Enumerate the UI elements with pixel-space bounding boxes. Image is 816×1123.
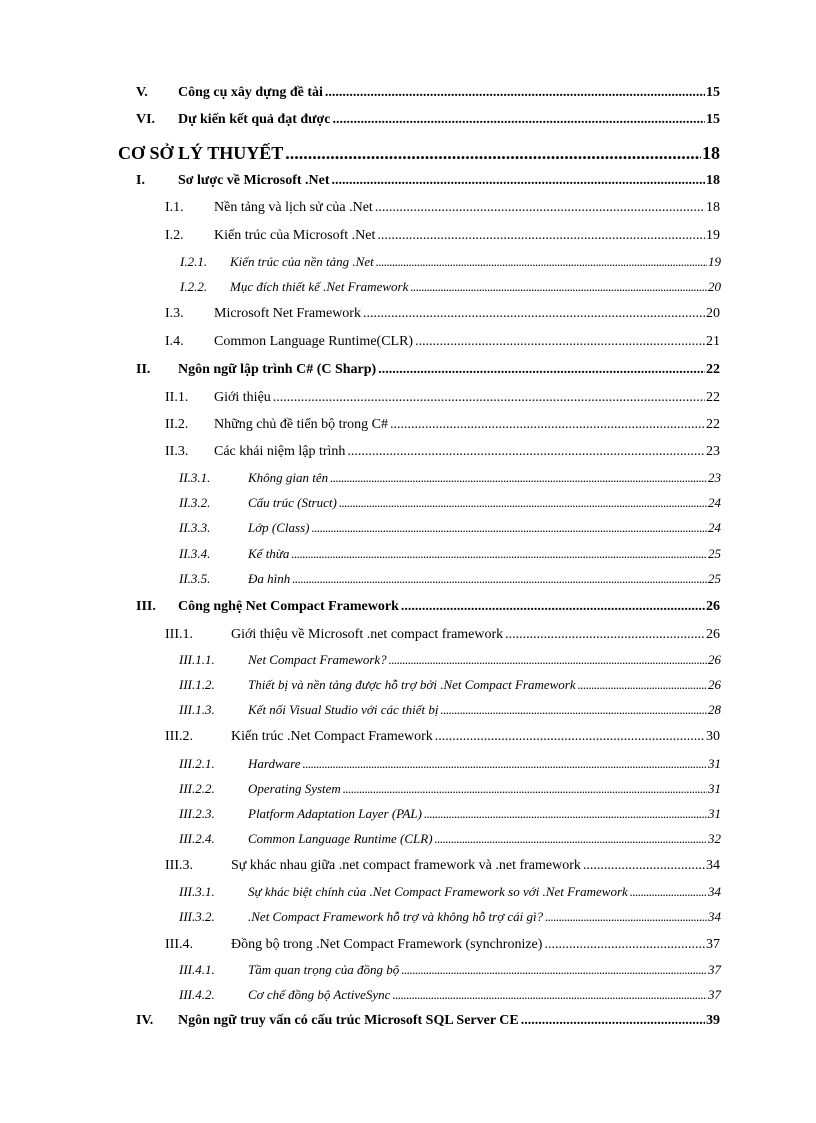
dot-leader	[291, 546, 707, 562]
dot-leader	[330, 470, 707, 486]
toc-entry-page-number: 34	[708, 909, 721, 924]
toc-entry-number: III.4.2.	[179, 987, 215, 1002]
toc-entry[interactable]	[165, 228, 720, 244]
toc-entry-title: Kiến trúc của Microsoft .Net	[214, 228, 376, 243]
toc-entry-page-number: 26	[706, 599, 720, 614]
toc-entry-number: I.3.	[165, 306, 184, 321]
toc-entry-page-number: 31	[708, 806, 721, 821]
dot-leader	[390, 417, 705, 433]
toc-entry[interactable]	[136, 362, 720, 378]
toc-entry[interactable]	[179, 495, 721, 511]
toc-entry-title: Kết nối Visual Studio với các thiết bị	[248, 702, 439, 717]
toc-entry-page-number: 28	[708, 702, 721, 717]
toc-entry-title: Giới thiệu về Microsoft .net compact framework	[231, 627, 504, 642]
toc-entry[interactable]	[179, 756, 721, 772]
toc-entry[interactable]	[165, 306, 720, 322]
toc-entry[interactable]	[179, 781, 721, 797]
toc-entry-page-number: 15	[706, 85, 720, 100]
toc-entry-number: III.2.	[165, 729, 193, 744]
toc-entry-title: Operating System	[248, 781, 341, 796]
toc-entry-number: III.3.	[165, 858, 193, 873]
toc-entry-page-number: 30	[706, 729, 720, 744]
toc-entry-number: II.3.2.	[179, 495, 211, 510]
toc-entry-title: Nền tảng và lịch sử của .Net	[214, 200, 373, 215]
toc-entry-page-number: 18	[706, 173, 720, 188]
toc-entry-number: II.1.	[165, 390, 189, 405]
dot-leader	[521, 1013, 705, 1029]
toc-entry[interactable]	[165, 444, 720, 460]
toc-entry[interactable]	[179, 702, 721, 718]
toc-entry-number: III.3.2.	[179, 909, 215, 924]
dot-leader	[339, 495, 707, 511]
dot-leader	[410, 279, 707, 295]
toc-entry-number: I.2.1.	[180, 254, 208, 269]
toc-entry-page-number: 23	[708, 470, 721, 485]
toc-entry-page-number: 19	[706, 228, 720, 243]
toc-entry-number: V.	[136, 85, 148, 100]
toc-entry-page-number: 18	[702, 143, 720, 163]
toc-entry-title: Thiết bị và nền tảng được hỗ trợ bởi .Net Compact Framework	[248, 677, 576, 692]
toc-entry-page-number: 15	[706, 112, 720, 127]
toc-entry-page-number: 37	[706, 937, 720, 952]
dot-leader	[347, 444, 705, 460]
dot-leader	[578, 677, 707, 693]
toc-entry-page-number: 20	[708, 279, 721, 294]
toc-entry-title: Công cụ xây dựng đề tài	[178, 85, 323, 100]
dot-leader	[311, 520, 707, 536]
toc-entry-number: III.2.4.	[179, 831, 215, 846]
toc-entry-number: I.1.	[165, 200, 184, 215]
toc-entry-title: Kế thừa	[248, 546, 290, 561]
toc-entry-number: III.2.1.	[179, 756, 215, 771]
toc-entry-page-number: 32	[708, 831, 721, 846]
toc-entry[interactable]	[165, 390, 720, 406]
dot-leader	[440, 702, 707, 718]
toc-entry[interactable]	[165, 200, 720, 216]
toc-entry-title: Mục đích thiết kế .Net Framework	[230, 279, 409, 294]
dot-leader	[630, 884, 707, 900]
toc-entry-title: Lớp (Class)	[248, 520, 310, 535]
toc-entry-number: I.2.2.	[180, 279, 208, 294]
toc-entry[interactable]	[179, 652, 721, 668]
toc-entry-number: I.	[136, 173, 145, 188]
toc-entry-number: II.3.1.	[179, 470, 211, 485]
toc-entry-title: Cơ chế đồng bộ ActiveSync	[248, 987, 391, 1002]
toc-entry-title: Sự khác nhau giữa .net compact framework và .net framework	[231, 858, 581, 873]
toc-entry-number: III.1.3.	[179, 702, 215, 717]
dot-leader	[292, 571, 707, 587]
dot-leader	[505, 627, 705, 643]
toc-entry-page-number: 31	[708, 781, 721, 796]
toc-entry-number: II.	[136, 362, 151, 377]
toc-entry-title: Ngôn ngữ lập trình C# (C Sharp)	[178, 362, 377, 377]
dot-leader	[363, 306, 705, 322]
toc-entry-page-number: 24	[708, 495, 721, 510]
toc-entry-number: VI.	[136, 112, 156, 127]
toc-entry-title: Đồng bộ trong .Net Compact Framework (synchronize)	[231, 937, 543, 952]
toc-entry-page-number: 25	[708, 571, 721, 586]
dot-leader	[424, 806, 707, 822]
toc-entry-page-number: 37	[708, 962, 721, 977]
toc-entry-page-number: 19	[708, 254, 721, 269]
toc-entry-number: III.1.1.	[179, 652, 215, 667]
toc-entry-number: III.	[136, 599, 156, 614]
dot-leader	[302, 756, 707, 772]
toc-entry-number: III.1.	[165, 627, 193, 642]
toc-entry[interactable]	[136, 112, 720, 128]
toc-entry-number: II.3.	[165, 444, 189, 459]
toc-entry-title: Sơ lược về Microsoft .Net	[178, 173, 330, 188]
toc-entry-title: Common Language Runtime(CLR)	[214, 334, 414, 349]
toc-entry-number: II.3.3.	[179, 520, 211, 535]
toc-entry[interactable]	[179, 987, 721, 1003]
toc-entry-title: .Net Compact Framework hỗ trợ và không hỗ trợ cái gì?	[248, 909, 544, 924]
toc-entry-page-number: 34	[708, 884, 721, 899]
toc-entry-number: III.2.3.	[179, 806, 215, 821]
toc-entry-title: Ngôn ngữ truy vấn có cấu trúc Microsoft SQL Server CE	[178, 1013, 519, 1028]
toc-entry-page-number: 31	[708, 756, 721, 771]
dot-leader	[415, 334, 705, 350]
toc-entry[interactable]	[179, 884, 721, 900]
toc-entry-title: Net Compact Framework?	[248, 652, 387, 667]
toc-entry-title: Hardware	[248, 756, 301, 771]
toc-entry-page-number: 39	[706, 1013, 720, 1028]
dot-leader	[378, 362, 705, 378]
dot-leader	[392, 987, 707, 1003]
toc-entry-page-number: 26	[708, 652, 721, 667]
dot-leader	[375, 200, 705, 216]
dot-leader	[435, 831, 707, 847]
toc-entry-title: Dự kiến kết quả đạt được	[178, 112, 331, 127]
toc-entry[interactable]	[179, 962, 721, 978]
toc-entry-number: IV.	[136, 1013, 154, 1028]
toc-entry-number: I.2.	[165, 228, 184, 243]
toc-entry-number: II.3.5.	[179, 571, 211, 586]
toc-entry[interactable]	[165, 334, 720, 350]
toc-entry-page-number: 22	[706, 390, 720, 405]
dot-leader	[325, 85, 705, 101]
toc-entry-number: I.4.	[165, 334, 184, 349]
dot-leader	[545, 909, 707, 925]
toc-entry[interactable]	[179, 470, 721, 486]
toc-entry[interactable]	[165, 417, 720, 433]
toc-entry[interactable]	[165, 858, 720, 874]
toc-entry[interactable]	[136, 599, 720, 615]
toc-entry-page-number: 18	[706, 200, 720, 215]
toc-entry[interactable]	[165, 937, 720, 953]
dot-leader	[343, 781, 707, 797]
toc-entry-page-number: 20	[706, 306, 720, 321]
toc-entry-page-number: 24	[708, 520, 721, 535]
toc-entry-title: Microsoft Net Framework	[214, 306, 361, 321]
toc-entry[interactable]	[180, 279, 721, 295]
toc-entry-title: Không gian tên	[248, 470, 329, 485]
toc-entry-page-number: 21	[706, 334, 720, 349]
toc-entry-title: Giới thiệu	[214, 390, 271, 405]
toc-entry-title: Sự khác biệt chính của .Net Compact Framework so với .Net Framework	[248, 884, 628, 899]
toc-entry-page-number: 34	[706, 858, 720, 873]
dot-leader	[333, 112, 705, 128]
toc-entry[interactable]	[179, 546, 721, 562]
toc-entry-number: III.4.1.	[179, 962, 215, 977]
dot-leader	[435, 729, 705, 745]
toc-entry-title: Các khái niệm lập trình	[214, 444, 346, 459]
toc-entry-page-number: 25	[708, 546, 721, 561]
dot-leader	[332, 173, 705, 189]
toc-entry[interactable]	[179, 831, 721, 847]
toc-entry-title: CƠ SỞ LÝ THUYẾT	[118, 143, 284, 163]
toc-entry[interactable]	[136, 173, 720, 189]
dot-leader	[401, 599, 705, 615]
toc-entry-title: Đa hình	[248, 571, 291, 586]
toc-entry[interactable]	[179, 571, 721, 587]
toc-entry[interactable]	[179, 677, 721, 693]
toc-entry[interactable]	[136, 1013, 720, 1029]
toc-entry-page-number: 22	[706, 417, 720, 432]
toc-entry[interactable]	[136, 85, 720, 101]
dot-leader	[401, 962, 707, 978]
toc-entry-page-number: 22	[706, 362, 720, 377]
toc-entry-title: Kiến trúc của nền tảng .Net	[230, 254, 374, 269]
dot-leader	[273, 390, 705, 406]
toc-entry[interactable]	[179, 520, 721, 536]
toc-entry-title: Công nghệ Net Compact Framework	[178, 599, 399, 614]
toc-entry-number: II.3.4.	[179, 546, 211, 561]
toc-entry[interactable]	[118, 143, 720, 164]
toc-entry[interactable]	[165, 729, 720, 745]
toc-entry[interactable]	[179, 806, 721, 822]
toc-entry[interactable]	[180, 254, 721, 270]
dot-leader	[544, 937, 705, 953]
toc-entry-page-number: 37	[708, 987, 721, 1002]
toc-entry-title: Platform Adaptation Layer (PAL)	[248, 806, 422, 821]
toc-entry-title: Common Language Runtime (CLR)	[248, 831, 433, 846]
toc-entry-title: Cấu trúc (Struct)	[248, 495, 337, 510]
toc-entry-page-number: 26	[708, 677, 721, 692]
toc-entry-page-number: 23	[706, 444, 720, 459]
toc-entry-number: II.2.	[165, 417, 189, 432]
dot-leader	[377, 228, 705, 244]
toc-entry-title: Tầm quan trọng của đồng bộ	[248, 962, 400, 977]
toc-entry[interactable]	[165, 627, 720, 643]
dot-leader	[376, 254, 707, 270]
toc-entry-number: III.1.2.	[179, 677, 215, 692]
toc-entry-number: III.4.	[165, 937, 193, 952]
toc-entry-number: III.3.1.	[179, 884, 215, 899]
dot-leader	[389, 652, 707, 668]
toc-entry-number: III.2.2.	[179, 781, 215, 796]
toc-entry-title: Kiến trúc .Net Compact Framework	[231, 729, 433, 744]
toc-entry-page-number: 26	[706, 627, 720, 642]
toc-entry-title: Những chủ đề tiến bộ trong C#	[214, 417, 389, 432]
dot-leader	[285, 143, 701, 164]
dot-leader	[583, 858, 705, 874]
toc-entry[interactable]	[179, 909, 721, 925]
